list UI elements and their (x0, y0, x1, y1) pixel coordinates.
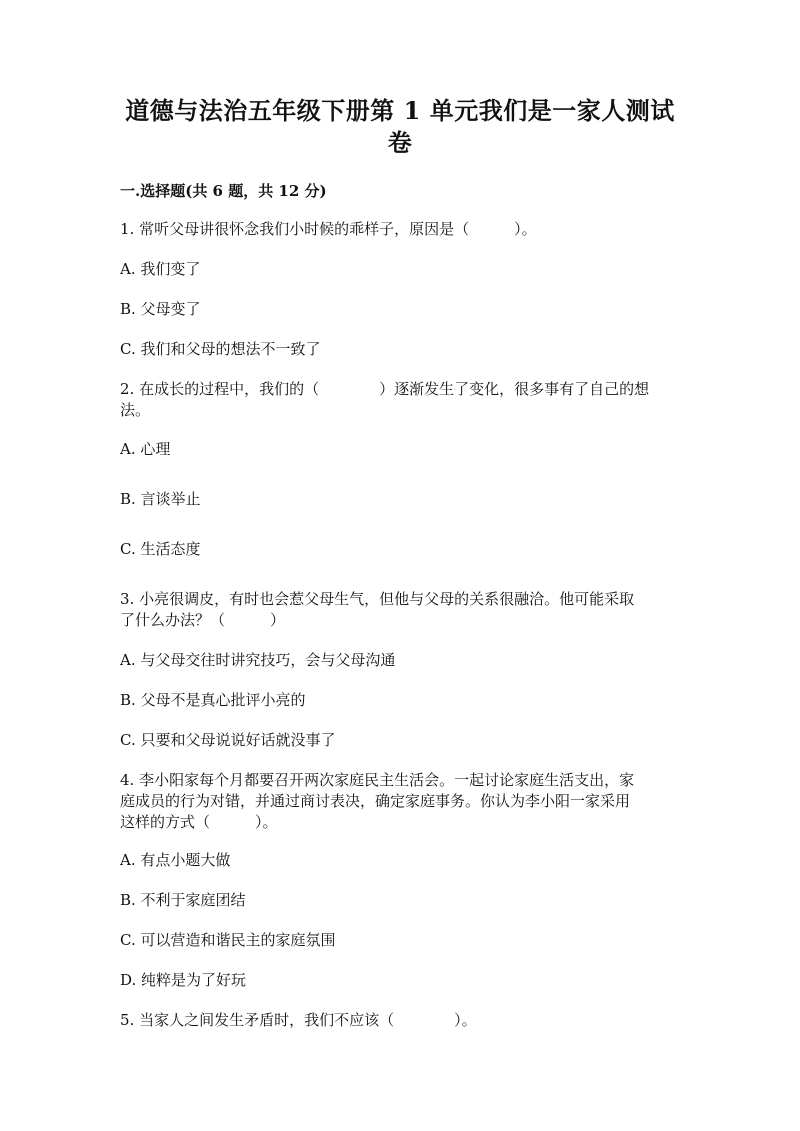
question-4-text-line1: 4. 李小阳家每个月都要召开两次家庭民主生活会。一起讨论家庭生活支出，家 (120, 771, 635, 789)
question-2-text-line1: 2. 在成长的过程中，我们的（ ）逐渐发生了变化，很多事有了自己的想 (120, 380, 650, 398)
question-1-option-a: A. 我们变了 (120, 260, 201, 278)
question-1-option-c: C. 我们和父母的想法不一致了 (120, 340, 321, 358)
question-1-text: 1. 常听父母讲很怀念我们小时候的乖样子，原因是（ ）。 (120, 220, 537, 238)
question-2-option-c: C. 生活态度 (120, 540, 201, 558)
question-2-option-b: B. 言谈举止 (120, 490, 201, 508)
question-2-text-line2: 法。 (120, 401, 151, 419)
question-3-text-line2: 了什么办法？（ ） (120, 611, 286, 629)
question-4-text-line2: 庭成员的行为对错，并通过商讨表决，确定家庭事务。你认为李小阳一家采用 (120, 792, 631, 810)
question-4-option-b: B. 不利于家庭团结 (120, 891, 246, 909)
question-3-text-line1: 3. 小亮很调皮，有时也会惹父母生气，但他与父母的关系很融洽。他可能采取 (120, 590, 635, 608)
question-1-option-b: B. 父母变了 (120, 300, 201, 318)
question-3-option-c: C. 只要和父母说说好话就没事了 (120, 731, 336, 749)
question-4-option-c: C. 可以营造和谐民主的家庭氛围 (120, 931, 336, 949)
question-4-option-d: D. 纯粹是为了好玩 (120, 971, 247, 989)
question-4-text-line3: 这样的方式（ ）。 (120, 813, 278, 831)
exam-title-line2: 卷 (387, 128, 413, 157)
question-3-option-a: A. 与父母交往时讲究技巧，会与父母沟通 (120, 651, 396, 669)
section-heading: 一.选择题(共 6 题，共 12 分) (120, 182, 327, 200)
question-4-option-a: A. 有点小题大做 (120, 851, 231, 869)
question-2-option-a: A. 心理 (120, 440, 171, 458)
exam-title-line1: 道德与法治五年级下册第 1 单元我们是一家人测试 (125, 96, 675, 125)
question-5-text: 5. 当家人之间发生矛盾时，我们不应该（ ）。 (120, 1011, 477, 1029)
question-3-option-b: B. 父母不是真心批评小亮的 (120, 691, 306, 709)
